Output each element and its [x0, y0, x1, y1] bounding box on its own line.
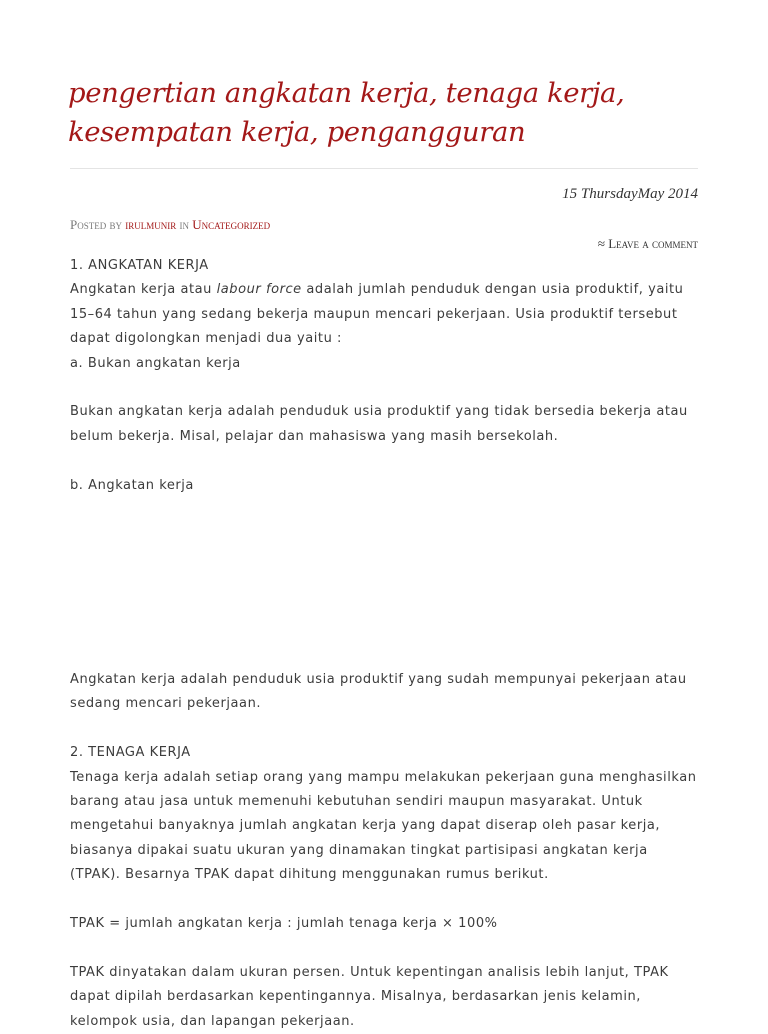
image-placeholder: [70, 498, 698, 668]
paragraph-angkatan-kerja-def: Angkatan kerja adalah penduduk usia produktif yang sudah mempunyai pekerjaan atau sedang mencari pekerjaan.: [70, 672, 687, 712]
post-date[interactable]: 15 ThursdayMay 2014: [562, 186, 698, 202]
paragraph-text: Angkatan kerja atau: [70, 282, 217, 298]
post-title[interactable]: pengertian angkatan kerja, tenaga kerja, kesempatan kerja, pengangguran: [68, 77, 625, 148]
post: [70, 0, 698, 1034]
spacer: [70, 936, 698, 960]
spacer: [70, 888, 698, 912]
paragraph-tenaga-kerja: Tenaga kerja adalah setiap orang yang mampu melakukan pekerjaan guna menghasilkan barang atau jasa untuk memenuhi kebutuhan sendiri maupun masyarakat. Untuk mengetahui banyaknya jumlah angkatan kerja yang dapat diserap oleh pasar kerja, biasanya dipakai suatu ukuran yang dinamakan tingkat partisipasi angkatan kerja (TPAK). Besarnya TPAK dapat dihitung menggunakan rumus berikut.: [70, 769, 697, 883]
category-link[interactable]: Uncategorized: [192, 217, 271, 232]
post-content: [70, 254, 698, 1034]
spacer: [70, 376, 698, 400]
paragraph-text: adalah jumlah penduduk dengan usia produktif, yaitu 15–64 tahun yang sedang bekerja maupun mencari pekerjaan. Usia produktif tersebut dapat digolongkan menjadi dua yaitu :: [70, 282, 684, 347]
formula-tpak: TPAK = jumlah angkatan kerja : jumlah tenaga kerja × 100%: [70, 916, 498, 932]
emphasis-text: labour force: [216, 282, 302, 298]
spacer: [70, 717, 698, 741]
paragraph-bukan-angkatan-kerja: Bukan angkatan kerja adalah penduduk usia produktif yang tidak bersedia bekerja atau belum bekerja. Misal, pelajar dan mahasiswa yang masih bersekolah.: [70, 404, 688, 444]
spacer: [70, 449, 698, 473]
in-label: in: [179, 217, 189, 232]
leave-comment[interactable]: [70, 236, 698, 252]
posted-by-label: Posted by: [70, 217, 122, 232]
comment-icon: ≈: [597, 236, 605, 251]
paragraph-angkatan-kerja: [70, 278, 698, 351]
subheading-angkatan-kerja: b. Angkatan kerja: [70, 477, 194, 493]
title-divider: [70, 168, 698, 169]
post-meta: [70, 217, 698, 233]
section-heading-1: 1. ANGKATAN KERJA: [70, 258, 209, 273]
leave-comment-link[interactable]: Leave a comment: [608, 236, 698, 251]
author-link[interactable]: irulmunir: [125, 217, 177, 232]
section-heading-2: 2. TENAGA KERJA: [70, 745, 191, 761]
paragraph-tpak: TPAK dinyatakan dalam ukuran persen. Untuk kepentingan analisis lebih lanjut, TPAK dapat dipilah berdasarkan kepentingannya. Misalnya, berdasarkan jenis kelamin, kelompok usia, dan lapangan pekerjaan.: [70, 964, 669, 1029]
subheading-bukan-angkatan-kerja: a. Bukan angkatan kerja: [70, 355, 241, 371]
